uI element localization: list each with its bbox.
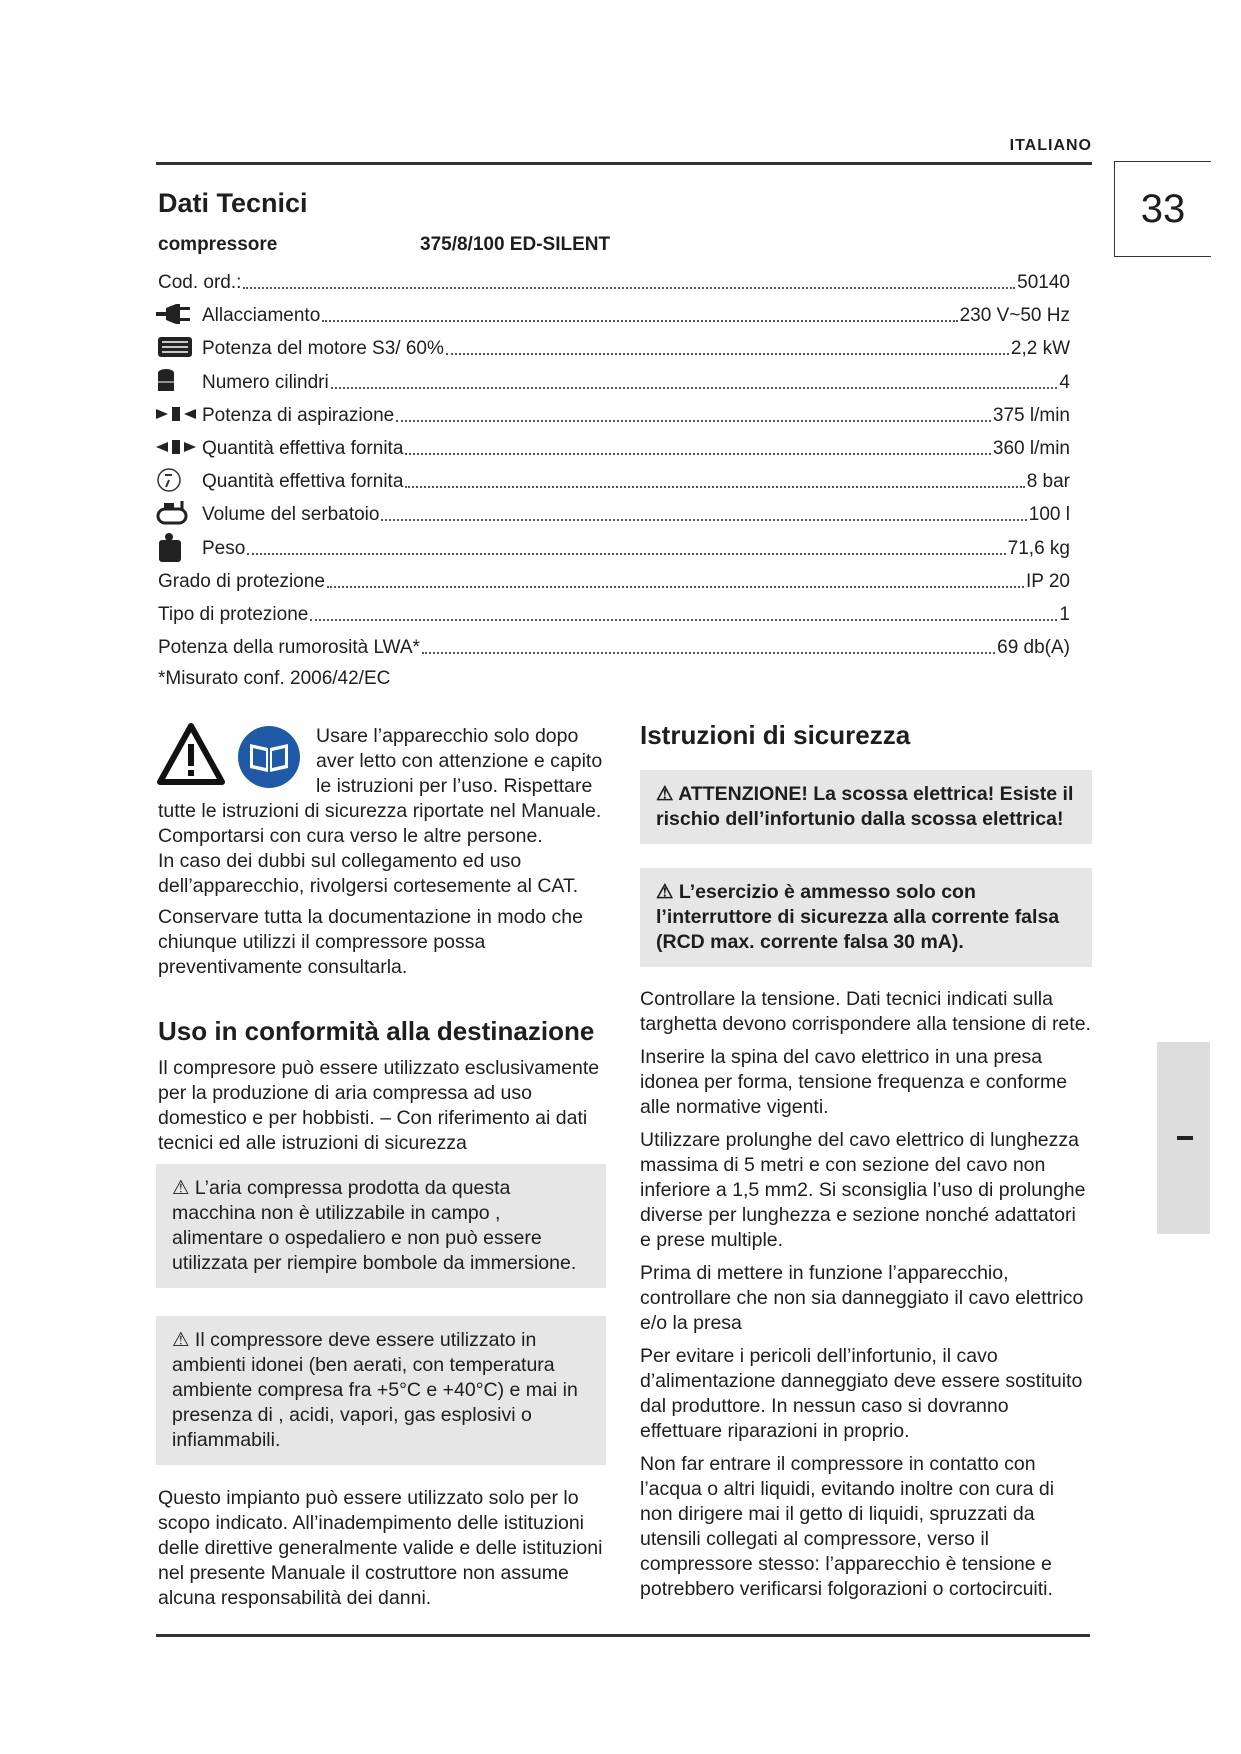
safety-paragraph: Inserire la spina del cavo elettrico in una presa idonea per forma, tensione frequenza e conforme alle normative vigenti. [640,1046,1068,1118]
dot-leader [396,420,991,422]
spec-value: 71,6 kg [1007,537,1070,559]
spec-row [156,496,1070,526]
safety-paragraph: Utilizzare prolunghe del cavo elettrico di lunghezza massima di 5 metri e con sezione del cavo non inferiore a 1,5 mm2. Si sconsiglia l’uso di prolunghe diverse per lunghezza e sezione nonché adattatori e prese multiple. [640,1129,1086,1251]
page-number: 33 [1114,161,1211,257]
dot-leader [405,486,1024,488]
spec-row [156,530,1070,560]
model-name: 375/8/100 ED-SILENT [420,234,611,255]
motor-icon [156,334,202,360]
spec-label: Volume del serbatoio [202,504,380,526]
product-label: compressore [158,234,278,255]
spec-row [156,397,1070,427]
weight-icon [156,534,202,560]
intro-text-top: Usare l’apparecchio solo dopo aver letto con attenzione e capito le istruzioni per l’uso. Rispettare [316,725,603,797]
use-text: Il compresore può essere utilizzato esclusivamente per la produzione di aria compressa ad uso domestico e per hobbisti. – Con riferimento ai dati tecnici ed alle istruzioni di sicurezza [158,1057,600,1154]
safety-heading: Istruzioni di sicurezza [640,720,911,750]
safety-paragraph: Per evitare i pericoli dell’infortunio, il cavo d’alimentazione danneggiato deve essere sostituito dal produttore. In nessun caso si dovranno effettuare riparazioni in proprio. [640,1345,1083,1442]
output-icon [156,434,202,460]
dot-leader [422,652,995,654]
spec-label: Potenza della rumorosità LWA* [158,637,420,659]
spec-label: Potenza del motore S3/ 60% [202,338,444,360]
warning-box-2: ⚠ Il compressore deve essere utilizzato in ambienti idonei (ben aerati, con temperatura ambiente compresa fra +5°C e +40°C) e mai in presenza di , acidi, vapori, gas esplosivi o infiammabili. [156,1316,606,1465]
warning-box-1: ⚠ L’aria compressa prodotta da questa macchina non è utilizzabile in campo , alimentare o ospedaliero e non può essere utilizzata per riempire bombole da immersione. [156,1164,606,1288]
plug-icon [156,301,202,327]
tank-icon [156,500,202,526]
dot-leader [405,453,991,455]
side-tab-dash [1177,1136,1193,1140]
warning-icon: ⚠ [172,1177,195,1199]
spec-label: Potenza di aspirazione [202,404,395,426]
spec-value: 8 bar [1026,471,1070,493]
cylinder-icon [156,368,202,394]
safety-paragraph: Prima di mettere in funzione l’apparecchio, controllare che non sia danneggiato il cavo elettrico e/o la presa [640,1262,1084,1334]
dot-leader [322,320,957,322]
spec-row [156,463,1070,493]
top-rule [156,162,1092,165]
dot-leader [381,519,1026,521]
spec-value: 1 [1059,604,1070,625]
spec-value: 2,2 kW [1010,338,1070,360]
spec-label: Peso [202,537,246,559]
spec-value: 230 V~50 Hz [959,305,1070,327]
rcd-warning-box: ⚠ L’esercizio è ammesso solo con l’interruttore di sicurezza alla corrente falsa (RCD max. corrente falsa 30 mA). [640,868,1092,967]
spec-row [156,629,1070,659]
safety-paragraph: Non far entrare il compressore in contatto con l’acqua o altri liquidi, evitando inoltre con cura di non dirigere mai il getto di liquidi, spruzzati da utensili collegati al compressore, verso il compressore stesso: l’apparecchio è tensione e potrebbero verificarsi folgorazioni o cortocircuiti. [640,1453,1055,1600]
intro-paragraph-2: Conservare tutta la documentazione in modo che chiunque utilizzi il compressore possa preventivamente consultarla. [158,906,583,978]
dot-leader [310,619,1057,621]
use-heading: Uso in conformità alla destinazione [158,1016,595,1046]
spec-value: IP 20 [1025,570,1070,592]
warning-icon: ⚠ [172,1329,195,1351]
language-label: ITALIANO [1009,137,1092,154]
spec-value: 4 [1059,371,1070,393]
spec-label: Cod. ord.: [158,272,242,293]
dot-leader [247,553,1005,555]
electric-warning-box: ⚠ ATTENZIONE! La scossa elettrica! Esiste il rischio dell’infortunio dalla scossa elettrica! [640,770,1092,844]
spec-label: Quantità effettiva fornita [202,471,404,493]
warning-icon: ⚠ [656,881,679,903]
intake-icon [156,401,202,427]
spec-row [156,364,1070,394]
spec-label: Tipo di protezione [158,604,309,625]
read-manual-icon [236,724,302,795]
spec-label: Numero cilindri [202,371,329,393]
final-paragraph: Questo impianto può essere utilizzato solo per lo scopo indicato. All’inadempimento delle istituzioni delle direttive generalmente valide e delle istituzioni nel presente Manuale il costruttore non assume alcuna responsabilità dei danni. [158,1487,603,1609]
specs-title: Dati Tecnici [158,188,308,218]
spec-row [156,596,1070,626]
intro-text: tutte le istruzioni di sicurezza riportate nel Manuale. Comportarsi con cura verso le altre persone. In caso dei dubbi sul collegamento ed uso dell’apparecchio, rivolgersi cortesemente al CAT. [158,800,602,897]
side-tab [1157,1042,1210,1234]
spec-value: 100 l [1028,504,1070,526]
footnote: *Misurato conf. 2006/42/EC [158,668,391,689]
dot-leader [243,287,1015,289]
warning-icon: ⚠ [656,783,679,805]
spec-value: 50140 [1017,272,1070,293]
spec-row [156,563,1070,593]
dot-leader [331,387,1058,389]
dot-leader [446,353,1009,355]
spec-value: 360 l/min [992,438,1070,459]
bottom-rule [156,1634,1090,1637]
dot-leader [327,586,1024,588]
spec-value: 69 db(A) [997,637,1070,659]
safety-paragraphs [640,987,1092,1610]
spec-value: 375 l/min [992,404,1070,426]
spec-row [156,264,1070,294]
spec-row [156,430,1070,460]
pressure-gauge-icon [156,467,202,493]
spec-row [156,297,1070,327]
spec-label: Grado di protezione [158,570,325,592]
spec-label: Quantità effettiva fornita [202,438,404,459]
spec-label: Allacciamento [202,305,321,327]
spec-row [156,330,1070,360]
safety-paragraph: Controllare la tensione. Dati tecnici indicati sulla targhetta devono corrispondere alla tensione di rete. [640,988,1091,1035]
warning-triangle-icon [156,722,226,791]
